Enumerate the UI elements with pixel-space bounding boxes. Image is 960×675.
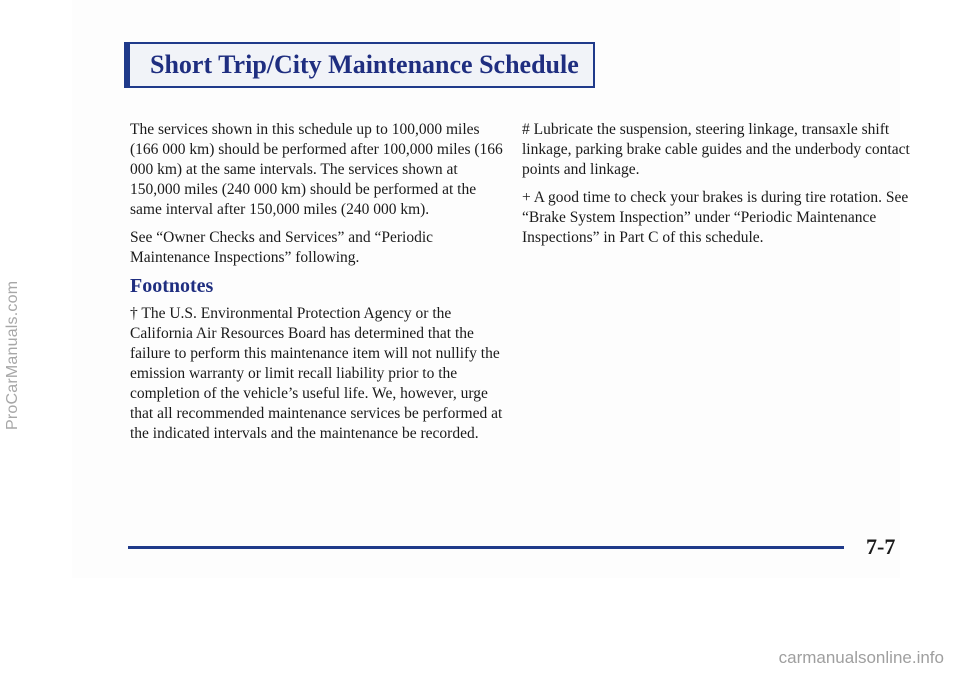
- footer-rule: [128, 546, 844, 549]
- footnotes-heading: Footnotes: [130, 275, 214, 297]
- bottom-watermark: carmanualsonline.info: [778, 648, 944, 667]
- footnote-dagger: † The U.S. Environmental Protection Agency or the California Air Resources Board has determined that the failure to perform this maintenance item will not nullify the emission warranty or limit recall liability prior to the completion of the vehicle’s useful life. We, however, urge that all recommended maintenance services be performed at the indicated intervals and the maintenance be recorded.: [130, 305, 503, 442]
- footnote-plus: + A good time to check your brakes is during tire rotation. See “Brake System Inspection” under “Periodic Maintenance Inspections” in Part C of this schedule.: [522, 189, 909, 246]
- side-watermark-text: ProCarManuals.com: [4, 280, 21, 430]
- see-also-paragraph: See “Owner Checks and Services” and “Periodic Maintenance Inspections” following.: [130, 229, 433, 266]
- right-column: [522, 120, 910, 256]
- page-title: Short Trip/City Maintenance Schedule: [150, 50, 579, 79]
- title-box: [124, 42, 595, 88]
- left-column: [130, 120, 508, 452]
- intro-paragraph: The services shown in this schedule up to 100,000 miles (166 000 km) should be performed after 100,000 miles (166 000 km) at the same intervals. The services shown at 150,000 miles (240 000 km) should be performed at the same interval after 150,000 miles (240 000 km).: [130, 121, 503, 218]
- footnote-hash: # Lubricate the suspension, steering linkage, transaxle shift linkage, parking brake cable guides and the underbody contact points and linkage.: [522, 121, 910, 178]
- side-watermark: [0, 0, 28, 675]
- page-number: 7-7: [866, 534, 896, 559]
